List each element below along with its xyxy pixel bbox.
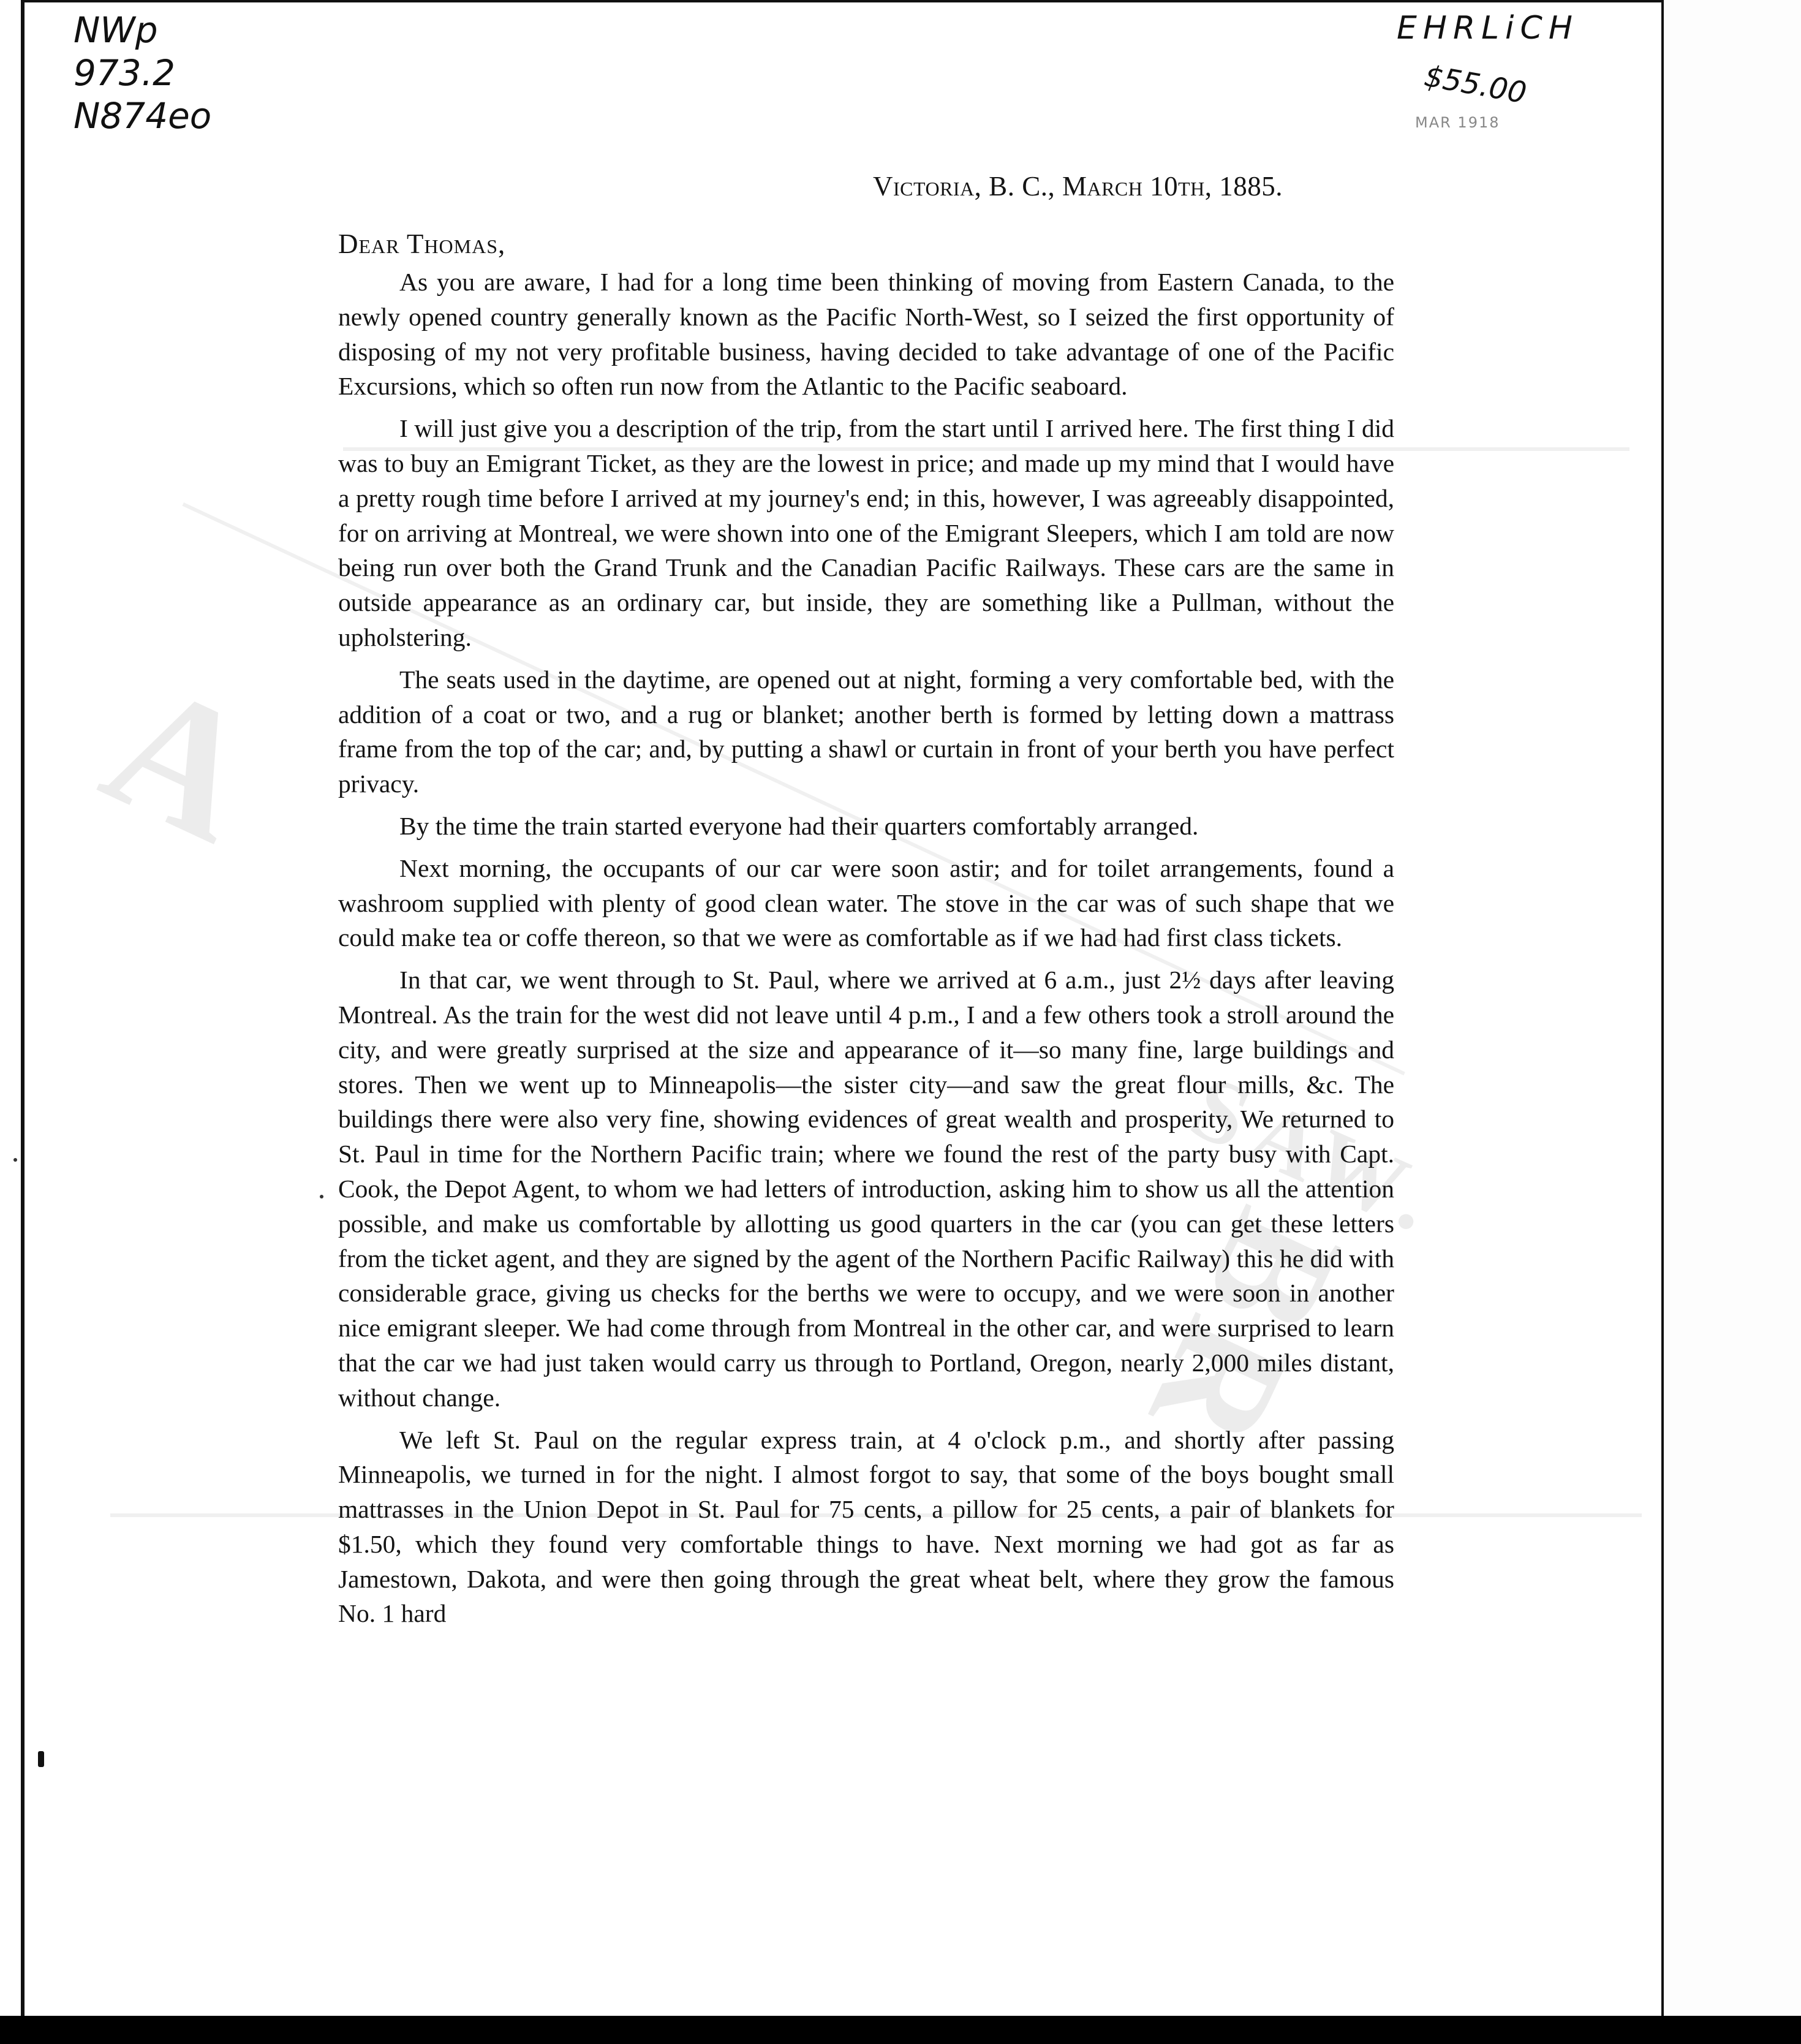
letter-paragraph: The seats used in the daytime, are opened out at night, forming a very comfortable bed, with the addition of a coat or two, and a rug or blanket; another berth is formed by letting down a mattrass frame from the top of the car; and, by putting a shawl or curtain in front of your berth you have perfect privacy. [338, 665, 1394, 798]
scan-border-bottom [0, 2016, 1801, 2044]
call-number-line-3: N874eo [74, 95, 212, 137]
letter-paragraph: I will just give you a description of the trip, from the start until I arrived here. The first thing I did was to buy an Emigrant Ticket, as they are the lowest in price; and made up my mind that I would have a pretty rough time before I arrived at my journey's end; in this, however, I was agreeably disappointed, for on arriving at Montreal, we were shown into one of the Emigrant Sleepers, which I am told are now being run over both the Grand Trunk and the Canadian Pacific Railways. These cars are the same in outside appearance as an ordinary car, but inside, they are something like a Pullman, without the upholstering. [338, 414, 1394, 651]
call-number-line-1: NWp [74, 9, 158, 51]
watermark-letter-top: A [78, 640, 295, 887]
letter-paragraph: As you are aware, I had for a long time been thinking of moving from Eastern Canada, to the newly opened country generally known as the Pacific North-West, so I seized the first opportunity of disposing of my not very profitable business, having decided to take advantage of one of the Pacific Excursions, which so often run now from the Atlantic to the Pacific seaboard. [338, 268, 1394, 401]
handwritten-price: $55.00 [1421, 59, 1530, 111]
scan-border-top [25, 0, 1661, 2]
library-stamp: MAR 1918 [1415, 114, 1500, 131]
scan-margin-right [1664, 0, 1801, 2016]
letter-dateline: Victoria, B. C., March 10th, 1885. [873, 171, 1283, 202]
call-number-line-2: 973.2 [74, 52, 176, 94]
margin-ink-mark [38, 1751, 44, 1767]
margin-speck [13, 1158, 17, 1162]
letter-body [338, 265, 1394, 1638]
letter-salutation: Dear Thomas, [338, 229, 506, 259]
watermark-word-mid: SAW. [1177, 1055, 1459, 1255]
margin-speck [320, 1195, 323, 1198]
watermark-word-bottom: BR [1111, 1186, 1376, 1484]
handwritten-name: EHRLiCH [1397, 10, 1579, 47]
letter-paragraph: In that car, we went through to St. Paul, where we arrived at 6 a.m., just 2½ days after leaving Montreal. As the train for the west did not leave until 4 p.m., I and a few others took a stroll around the city, and were greatly surprised at the size and appearance of it—so many fine, large buildings and stores. Then we went up to Minneapolis—the sister city—and saw the great flour mills, &c. The buildings there were also very fine, showing evidences of great wealth and prosperity, We returned to St. Paul in time for the Northern Pacific train; where we found the rest of the party busy with Capt. Cook, the Depot Agent, to whom we had letters of introduction, asking him to show us all the attention possible, and make us comfortable by allotting us good quarters in the car (you can get these letters from the ticket agent, and they are signed by the agent of the Northern Pacific Railway) this he did with considerable grace, giving us checks for the berths we were to occupy, and we were soon in another nice emigrant sleeper. We had come through from Montreal in the other car, and were surprised to learn that the car we had just taken would carry us through to Portland, Oregon, nearly 2,000 miles distant, without change. [338, 966, 1394, 1412]
letter-paragraph: We left St. Paul on the regular express train, at 4 o'clock p.m., and shortly after passing Minneapolis, we turned in for the night. I almost forgot to say, that some of the boys bought small mattrasses in the Union Depot in St. Paul for 75 cents, a pillow for 25 cents, a pair of blankets for $1.50, which they found very comfortable things to have. Next morning we had got as far as Jamestown, Dakota, and were then going through the great wheat belt, where they grow the famous No. 1 hard [338, 1425, 1394, 1628]
letter-paragraph: By the time the train started everyone had their quarters comfortably arranged. [399, 811, 1199, 840]
letter-paragraph: Next morning, the occupants of our car were soon astir; and for toilet arrangements, found a washroom supplied with plenty of good clean water. The stove in the car was of such shape that we could make tea or coffe thereon, so that we were as comfortable as if we had had first class tickets. [338, 854, 1394, 952]
scan-border-right [1661, 0, 1664, 2044]
scan-border-left [21, 0, 25, 2044]
